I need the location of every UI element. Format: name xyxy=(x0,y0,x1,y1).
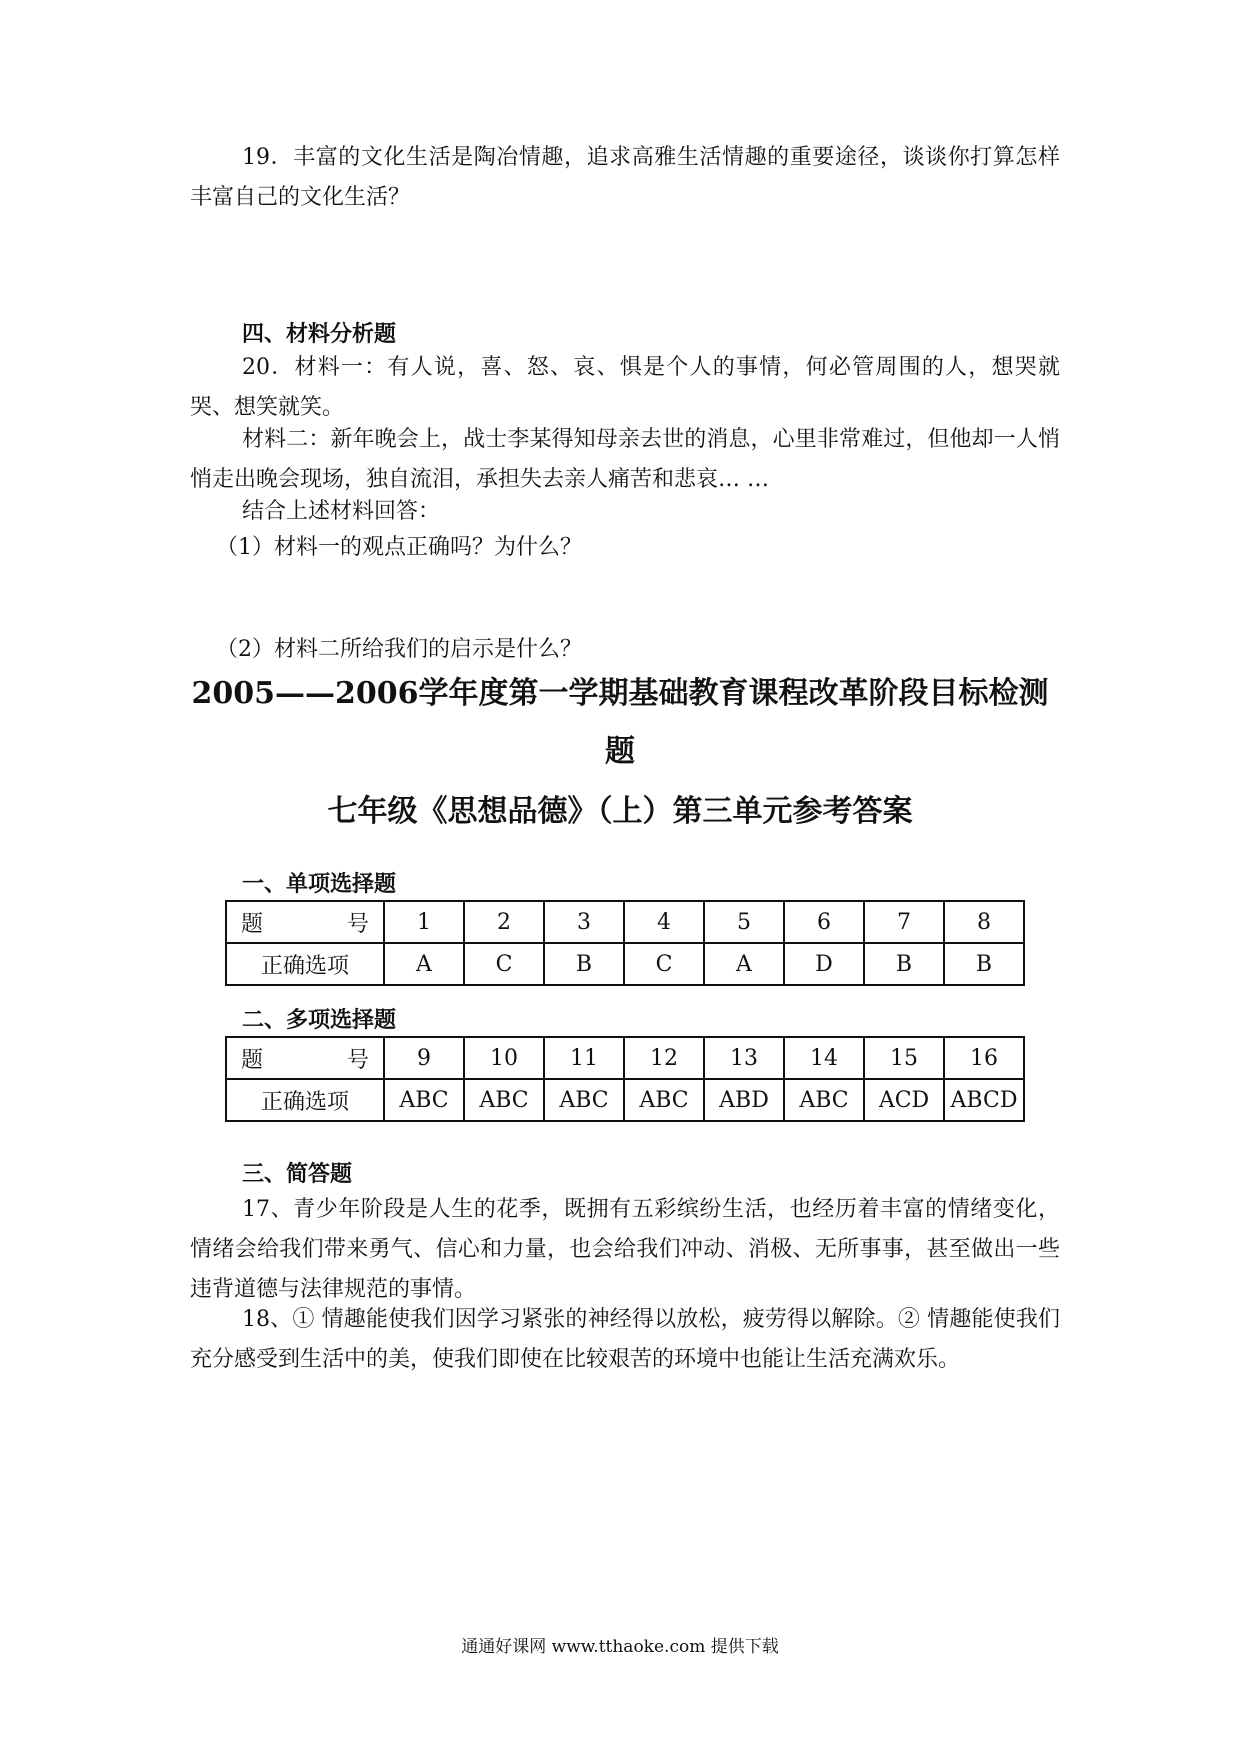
correct-option: C xyxy=(464,943,544,985)
answer-key-title-continued: 题 xyxy=(605,734,635,769)
correct-option-label: 正确选项 xyxy=(226,1079,384,1121)
question-number: 8 xyxy=(944,901,1024,943)
answer-18: 18、① 情趣能使我们因学习紧张的神经得以放松，疲劳得以解除。② 情趣能使我们充分感受到生活中的美，使我们即使在比较艰苦的环境中也能让生活充满欢乐。 xyxy=(190,1307,1060,1372)
answer-17: 17、青少年阶段是人生的花季，既拥有五彩缤纷生活，也经历着丰富的情绪变化，情绪会给我们带来勇气、信心和力量，也会给我们冲动、消极、无所事事，甚至做出一些违背道德与法律规范的事情。 xyxy=(190,1197,1060,1302)
question-number: 12 xyxy=(624,1037,704,1079)
correct-option: D xyxy=(784,943,864,985)
question-number: 4 xyxy=(624,901,704,943)
multi-choice-heading: 二、多项选择题 xyxy=(242,1007,397,1033)
question-number: 5 xyxy=(704,901,784,943)
correct-option-label: 正确选项 xyxy=(226,943,384,985)
correct-option: A xyxy=(704,943,784,985)
question-19: 19．丰富的文化生活是陶冶情趣，追求高雅生活情趣的重要途径，谈谈你打算怎样丰富自己的文化生活？ xyxy=(190,145,1060,210)
correct-option: ABC xyxy=(464,1079,544,1121)
correct-option: ABC xyxy=(784,1079,864,1121)
single-choice-heading: 一、单项选择题 xyxy=(242,871,397,897)
table-row xyxy=(226,901,1024,943)
correct-option: B xyxy=(864,943,944,985)
question-20-sub-1: （1）材料一的观点正确吗？为什么？ xyxy=(216,535,582,560)
question-number: 11 xyxy=(544,1037,624,1079)
question-number: 6 xyxy=(784,901,864,943)
question-number: 1 xyxy=(384,901,464,943)
table-row xyxy=(226,1037,1024,1079)
correct-option: ABC xyxy=(384,1079,464,1121)
correct-option: A xyxy=(384,943,464,985)
correct-option: B xyxy=(944,943,1024,985)
multi-choice-table xyxy=(225,1036,1025,1122)
correct-option: B xyxy=(544,943,624,985)
correct-option: ACD xyxy=(864,1079,944,1121)
answer-key-title: 2005——2006学年度第一学期基础教育课程改革阶段目标检测 xyxy=(191,676,1049,711)
question-number-label: 题 号 xyxy=(226,1037,384,1079)
question-number: 2 xyxy=(464,901,544,943)
question-number: 9 xyxy=(384,1037,464,1079)
page-footer: 通通好课网 www.tthaoke.com 提供下载 xyxy=(461,1637,779,1657)
correct-option: C xyxy=(624,943,704,985)
question-20-sub-2: （2）材料二所给我们的启示是什么？ xyxy=(216,637,582,662)
question-20-prompt: 结合上述材料回答： xyxy=(242,499,441,524)
answer-key-subtitle: 七年级《思想品德》（上）第三单元参考答案 xyxy=(327,794,913,829)
question-number: 13 xyxy=(704,1037,784,1079)
correct-option: ABD xyxy=(704,1079,784,1121)
question-20-material-2: 材料二：新年晚会上，战士李某得知母亲去世的消息，心里非常难过，但他却一人悄悄走出晚会现场，独自流泪，承担失去亲人痛苦和悲哀… … xyxy=(190,427,1060,492)
question-number-label: 题 号 xyxy=(226,901,384,943)
section-4-heading: 四、材料分析题 xyxy=(242,321,397,347)
question-number: 15 xyxy=(864,1037,944,1079)
short-answer-heading: 三、简答题 xyxy=(242,1161,353,1187)
single-choice-table xyxy=(225,900,1025,986)
table-row xyxy=(226,943,1024,985)
question-number: 7 xyxy=(864,901,944,943)
correct-option: ABCD xyxy=(944,1079,1024,1121)
question-20-material-1: 20．材料一：有人说，喜、怒、哀、惧是个人的事情，何必管周围的人，想哭就哭、想笑就笑。 xyxy=(190,355,1060,420)
table-row xyxy=(226,1079,1024,1121)
question-number: 10 xyxy=(464,1037,544,1079)
question-number: 14 xyxy=(784,1037,864,1079)
question-number: 16 xyxy=(944,1037,1024,1079)
correct-option: ABC xyxy=(624,1079,704,1121)
correct-option: ABC xyxy=(544,1079,624,1121)
question-number: 3 xyxy=(544,901,624,943)
